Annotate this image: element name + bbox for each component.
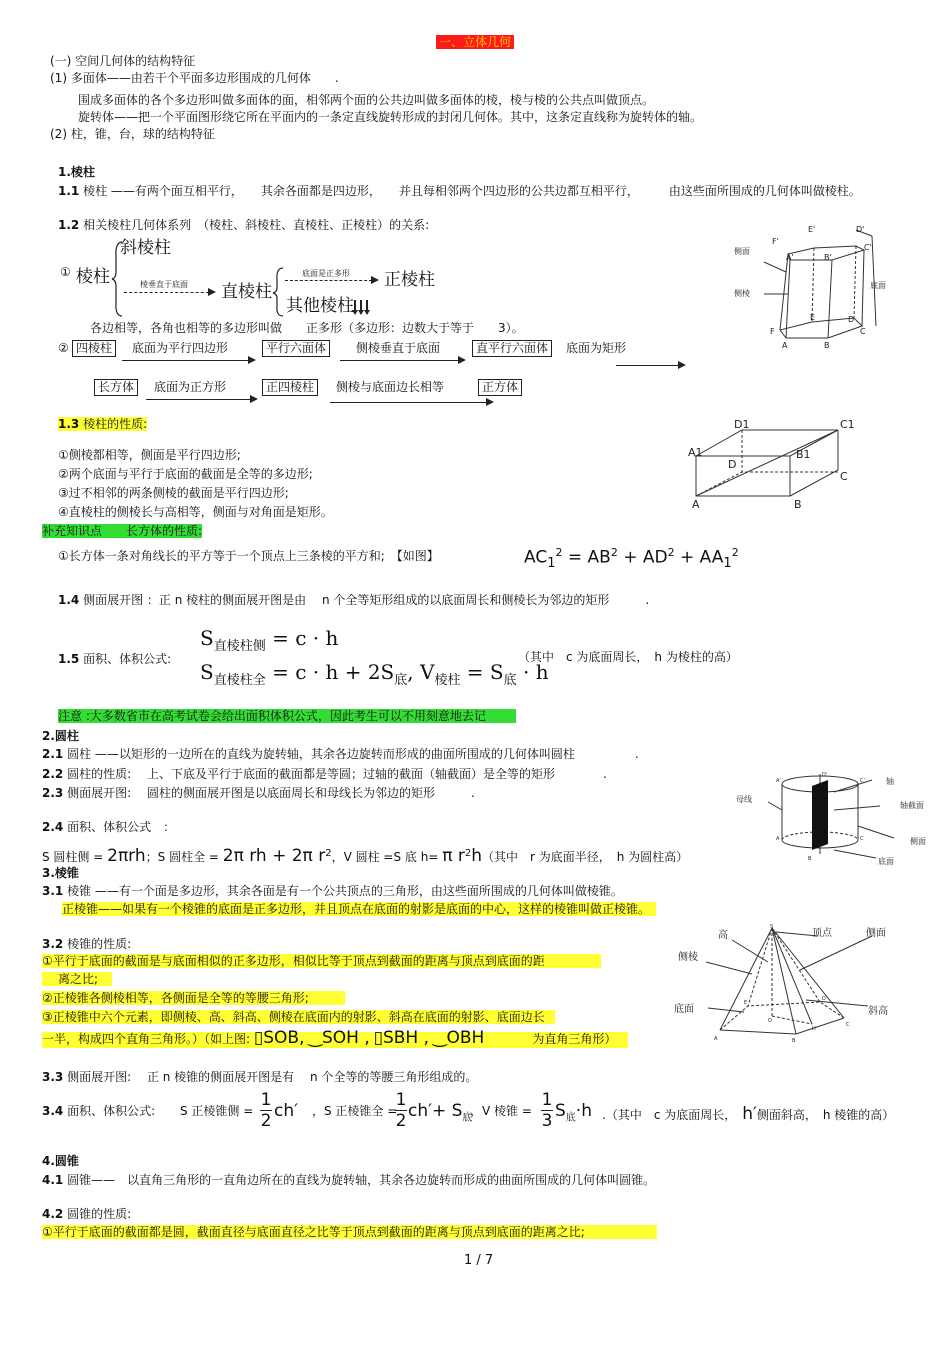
cuboid-figure — [684, 416, 864, 512]
box-right-parallelepiped: 直平行六面体 — [472, 340, 552, 357]
formula-pyramid-total: ，S 正棱锥全 = — [312, 1104, 398, 1118]
fig-point-f1: F' — [772, 237, 779, 246]
paragraph-3-3: 3.3 侧面展开图: 正 n 棱锥的侧面展开图是有 n 个全等的等腰三角形组成的。 — [42, 1070, 478, 1084]
chain1-cond-b: 侧棱垂直于底面 — [356, 341, 441, 355]
formula-pyramid-volume: ，V 棱锥 = — [470, 1104, 532, 1118]
fig-point-a: A — [692, 498, 700, 511]
paragraph-3-2: 3.2 棱锥的性质: — [42, 937, 132, 951]
tree-perp-cond: 棱垂直于底面 — [140, 280, 188, 289]
fig-point-c: C — [860, 836, 864, 842]
box-parallelepiped: 平行六面体 — [262, 340, 330, 357]
fig-label-slant: 斜高 — [868, 1006, 888, 1017]
fig-label-base: 底面 — [870, 281, 886, 290]
arrow-icon — [124, 292, 214, 293]
paragraph-3-1: 3.1 棱锥 ——有一个面是多边形，其余各面是有一个公共顶点的三角形，由这些面所围成的几何体叫做棱锥。 — [42, 884, 623, 898]
arrow-icon — [330, 402, 492, 403]
chain2-cond-b: 侧棱与底面边长相等 — [336, 380, 445, 394]
note-green: 注意 :大多数省市在高考试卷会给出面积体积公式，因此考生可以不用刻意地去记 — [58, 709, 516, 724]
paragraph-2-3: 2.3 侧面展开图: 圆柱的侧面展开图是以底面周长和母线长为邻边的矩形 . — [42, 786, 475, 800]
text-line: (1) 多面体——由若干个平面多边形围成的几何体 . — [50, 71, 339, 85]
prop-item: 离之比; — [42, 972, 112, 987]
prop-item: ①平行于底面的截面都是圆，截面直径与底面直径之比等于顶点到截面的距离与顶点到底面的距离之比; — [42, 1225, 657, 1240]
prop-item: 一半，构成四个直角三角形。）（如上图: ▯SOB, ‿SOH , ▯SBH , ‿OBH 为直角三角形） — [42, 1028, 628, 1048]
tree-reg-cond: 底面是正多形 — [302, 269, 350, 278]
text-line: 围成多面体的各个多边形叫做多面体的面，相邻两个面的公共边叫做多面体的棱，棱与棱的公共点叫做顶点。 — [78, 93, 655, 107]
brace-icon — [112, 240, 124, 318]
fig-point-d1: D' — [856, 225, 865, 234]
tree-prism: 棱柱 — [76, 267, 110, 287]
box-four-prism: 四棱柱 — [72, 340, 116, 357]
arrow-icon — [285, 280, 377, 281]
box-cuboid: 长方体 — [94, 379, 138, 396]
box-cube: 正方体 — [478, 379, 522, 396]
page-title: 一、立体几何 — [436, 35, 514, 50]
formula-sh: $S_底\cdot h$ — [555, 1101, 592, 1124]
prop-item: ②正棱锥各侧棱相等，各侧面是全等的等腰三角形; — [42, 991, 345, 1006]
paragraph-2-2: 2.2 圆柱的性质: 上、下底及平行于底面的截面都是等圆；过轴的截面（轴截面）是全等的矩形 . — [42, 767, 607, 781]
fig-label-side: 侧面 — [910, 837, 926, 846]
tree-other: 其他棱柱 — [286, 296, 354, 316]
formula-lateral: $S_{直棱柱侧} = c \cdot h$ — [200, 626, 339, 654]
paragraph-1-4: 1.4 侧面展开图 ：正 n 棱柱的侧面展开图是由 n 个全等矩形组成的以底面周长和侧棱长为邻边的矩形 . — [58, 593, 650, 607]
chain1-cond-c: 底面为矩形 — [566, 341, 627, 355]
fig-label-side: 侧面 — [866, 928, 886, 939]
tree-regular: 正棱柱 — [384, 270, 435, 290]
prop-item: ①侧棱都相等，侧面是平行四边形; — [58, 448, 241, 462]
fig-point-e: E — [810, 313, 816, 322]
fig-point-o: O — [768, 1018, 772, 1024]
fig-label-axis: 轴 — [886, 777, 894, 786]
prop-item: ③过不相邻的两条侧棱的截面是平行四边形; — [58, 486, 289, 500]
heading-prism: 1.棱柱 — [58, 165, 95, 179]
fig-point-a: A — [714, 1036, 718, 1042]
fig-label-generatrix: 母线 — [736, 795, 752, 804]
arrow-icon — [616, 365, 684, 366]
paragraph-1-3: 1.3 棱柱的性质: — [58, 417, 148, 431]
paragraph-1-1: 1.1 棱柱 ——有两个面互相平行， 其余各面都是四边形， 并且每相邻两个四边形的公共边都互相平行， 由这些面所围成的几何体叫做棱柱。 — [58, 184, 861, 198]
heading-pyramid: 3.棱锥 — [42, 866, 79, 880]
paragraph-4-1: 4.1 圆锥—— 以直角三角形的一直角边所在的直线为旋转轴，其余各边旋转而形成的曲面所围成的几何体叫圆锥。 — [42, 1173, 656, 1187]
fig-label-edge: 侧棱 — [678, 952, 698, 963]
fig-point-a1: A' — [776, 778, 781, 784]
fig-point-b: B — [794, 498, 802, 511]
tree-note: 各边相等，各角也相等的多边形叫做 正多形（多边形：边数大于等于 3）。 — [90, 321, 524, 335]
tree-right: 直棱柱 — [221, 282, 272, 302]
cylinder-figure — [734, 770, 934, 866]
fig-point-d1: D' — [822, 772, 828, 778]
fraction: 1 2 — [395, 1090, 407, 1131]
fig-point-b: B — [792, 1038, 796, 1044]
fraction: 1 3 — [541, 1090, 553, 1131]
cuboid-property: ①长方体一条对角线长的平方等于一个顶点上三条棱的平方和; 【如图】 — [58, 549, 439, 563]
heading-cone: 4.圆锥 — [42, 1154, 79, 1168]
paragraph-3-4: 3.4 面积、体积公式: — [42, 1104, 156, 1118]
fig-point-a: A — [776, 836, 780, 842]
fig-label-base: 底面 — [878, 857, 894, 866]
fig-label-side-edge: 侧棱 — [734, 289, 750, 298]
formula-diagonal: $AC_1^2 = AB^2 + AD^2 + AA_1^2$ — [524, 546, 739, 572]
paragraph-2-4: 2.4 面积、体积公式 ： — [42, 820, 176, 834]
fig-point-d: D — [728, 458, 737, 471]
regular-pyramid-def: 正棱锥——如果有一个棱锥的底面是正多边形，并且顶点在底面的射影是底面的中心，这样的棱锥叫做正棱锥。 — [62, 902, 656, 917]
fig-point-b1: B1 — [796, 448, 811, 461]
fig-label-base: 底面 — [674, 1004, 694, 1015]
fig-point-c: C — [840, 470, 848, 483]
fig-label-side-face: 侧面 — [734, 247, 750, 256]
fig-point-a: A — [782, 341, 788, 350]
tree-oblique: 斜棱柱 — [120, 238, 171, 258]
pyramid-figure — [672, 922, 912, 1042]
fig-point-f: F — [770, 327, 775, 336]
text-line: (2) 柱，锥，台，球的结构特征 — [50, 127, 215, 141]
formula-note: .（其中 c 为底面周长， h′侧面斜高， h 棱锥的高） — [602, 1104, 895, 1124]
chain1-circle: ② — [58, 341, 69, 355]
down-arrows-icon — [352, 300, 372, 316]
fig-label-apex: 顶点 — [812, 928, 832, 939]
fig-point-e: E — [744, 1000, 748, 1006]
fig-point-c1: C' — [860, 778, 865, 784]
hexagonal-prism-figure — [730, 222, 900, 350]
fig-point-a1: A' — [786, 253, 794, 262]
fig-point-c: C — [846, 1022, 850, 1028]
formula-ch: ch′ — [274, 1101, 298, 1121]
fig-point-s: S — [770, 924, 774, 930]
paragraph-1-2: 1.2 相关棱柱几何体系列 （棱柱、斜棱柱、直棱柱、正棱柱）的关系: — [58, 218, 430, 232]
fig-point-b: B — [824, 341, 830, 350]
paragraph-1-5: 1.5 面积、体积公式: — [58, 652, 172, 666]
chain2-cond-a: 底面为正方形 — [154, 380, 227, 394]
fig-point-b1: B' — [824, 253, 832, 262]
formula-note: （其中 c 为底面周长， h 为棱柱的高） — [518, 650, 738, 664]
paragraph-2-1: 2.1 圆柱 ——以矩形的一边所在的直线为旋转轴，其余各边旋转而形成的曲面所围成的几何体叫圆柱 . — [42, 747, 639, 761]
supplement-label: 补充知识点 长方体的性质: — [42, 524, 203, 538]
brace-icon — [273, 266, 285, 318]
fig-label-height: 高 — [718, 930, 728, 941]
fig-point-c: C — [860, 327, 866, 336]
heading-cylinder: 2.圆柱 — [42, 729, 79, 743]
prop-item: ④直棱柱的侧棱长与高相等，侧面与对角面是矩形。 — [58, 505, 333, 519]
formula-cylinder: S 圆柱侧 = 2πrh；S 圆柱全 = 2π rh + 2π $r^2$，V 圆柱 =S 底 h= π $r^2h$（其中 r 为底面半径， h 为圆柱高） — [42, 846, 689, 866]
fig-label-axial-section: 轴截面 — [900, 801, 924, 810]
arrow-icon — [122, 360, 254, 361]
paragraph-4-2: 4.2 圆锥的性质: — [42, 1207, 132, 1221]
fraction: 1 2 — [260, 1090, 272, 1131]
box-square-prism: 正四棱柱 — [262, 379, 318, 396]
fig-point-e1: E' — [808, 225, 816, 234]
prop-item: ③正棱锥中六个元素，即侧棱、高、斜高、侧棱在底面内的射影、斜高在底面的射影、底面边长 — [42, 1010, 555, 1025]
formula-pyramid-lateral: S 正棱锥侧 = — [180, 1104, 254, 1118]
fig-point-a1: A1 — [688, 446, 703, 459]
formula-total: $S_{直棱柱全} = c \cdot h + 2S_底$, $V_{棱柱} = S_底 \cdot h$ — [200, 660, 549, 688]
fig-point-d1: D1 — [734, 418, 750, 431]
prop-item: ②两个底面与平行于底面的截面是全等的多边形; — [58, 467, 313, 481]
fig-point-d: D — [848, 315, 855, 324]
arrow-icon — [146, 399, 256, 400]
chain1-cond-a: 底面为平行四边形 — [132, 341, 229, 355]
text-line: 旋转体——把一个平面图形绕它所在平面内的一条定直线旋转形成的封闭几何体。其中，这条定直线称为旋转体的轴。 — [78, 110, 703, 124]
fig-point-c1: C1 — [840, 418, 855, 431]
tree-circle1: ① — [60, 265, 71, 279]
fig-point-b: B — [808, 856, 812, 862]
formula-ch2: $ch'+ S_底$ — [408, 1101, 473, 1124]
prop-item: ①平行于底面的截面是与底面相似的正多边形，相似比等于顶点到截面的距离与顶点到底面的距 — [42, 954, 601, 969]
fig-point-d: D — [822, 996, 826, 1002]
section-heading: (一) 空间几何体的结构特征 — [50, 54, 196, 68]
page-number: 1 / 7 — [464, 1253, 494, 1268]
arrow-icon — [340, 360, 464, 361]
fig-point-c1: C' — [864, 243, 872, 252]
fig-point-h: H — [812, 1026, 816, 1032]
